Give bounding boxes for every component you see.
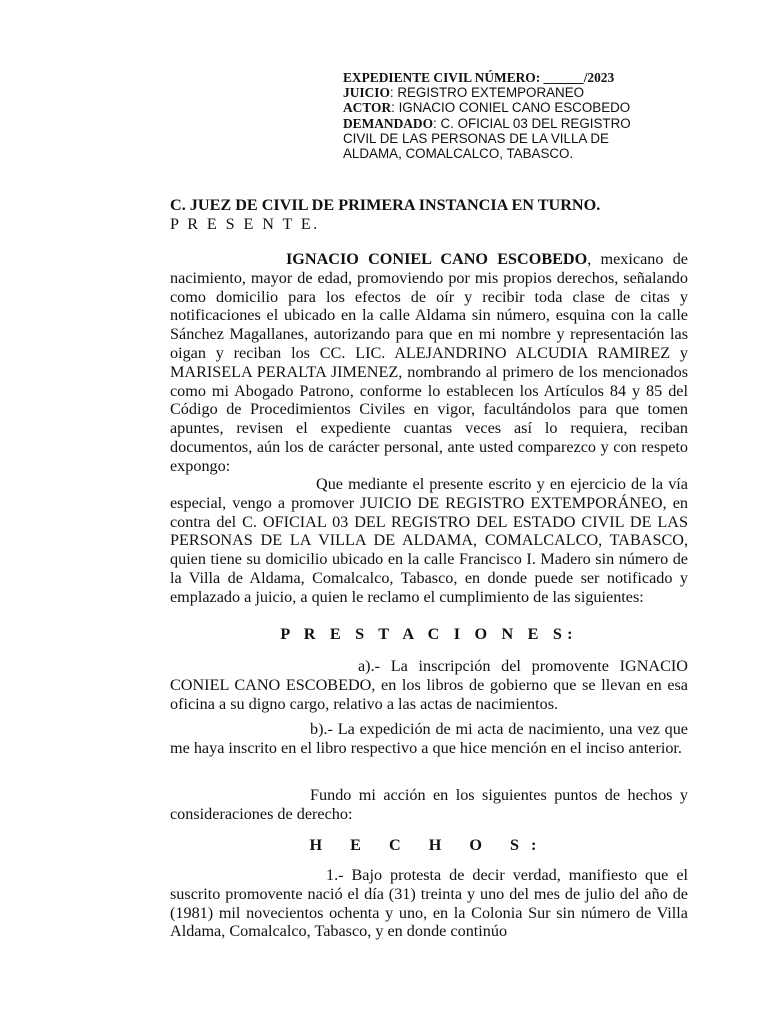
hecho-1-text: 1.- Bajo protesta de decir verdad, manifiesto que el suscrito promovente nació el día (31) treinta y uno del mes de julio del año de (1981) mil novecientos ochenta y uno, en la Colonia Sur sin número de Villa Aldama, Comalcalco, Tabasco, y en donde continúo: [170, 866, 688, 941]
intro-text: , mexicano de nacimiento, mayor de edad, promoviendo por mis propios derechos, señalando como domicilio para los efectos de oír y recibir toda clase de citas y notificaciones el ubicado en la calle Aldama sin número, esquina con la calle Sánchez Magallanes, autorizando para que en mi nombre y representación las oigan y reciban los CC. LIC. ALEJANDRINO ALCUDIA RAMIREZ y MARISELA PERALTA JIMENEZ, nombrando al primero de los mencionados como mi Abogado Patrono, conforme lo establecen los Artículos 84 y 85 del Código de Procedimientos Civiles en vigor, facultándolos para que tomen apuntes, revisen el expediente cuantas veces así lo requiera, reciban documentos, aún los de carácter personal, ante usted comparezco y con respeto expongo:: [170, 250, 688, 475]
fundamento-text: Fundo mi acción en los siguientes puntos de hechos y consideraciones de derecho:: [170, 786, 688, 823]
demandado-line: [343, 116, 723, 131]
prestacion-a: [170, 657, 688, 713]
court-name: C. JUEZ DE CIVIL DE PRIMERA INSTANCIA EN TURNO.: [170, 196, 601, 214]
claim-text: Que mediante el presente escrito y en ejercicio de la vía especial, vengo a promover JUICIO DE REGISTRO EXTEMPORÁNEO, en contra del C. OFICIAL 03 DEL REGISTRO DEL ESTADO CIVIL DE LAS PERSONAS DE LA VILLA DE ALDAMA, COMALCALCO, TABASCO, quien tiene su domicilio ubicado en la calle Francisco I. Madero sin número de la Villa de Aldama, Comalcalco, Tabasco, en donde puede ser notificado y emplazado a juicio, a quien le reclamo el cumplimiento de las siguientes:: [170, 475, 688, 606]
addressee: [170, 196, 690, 234]
case-header: [343, 70, 723, 161]
juicio-value: : REGISTRO EXTEMPORANEO: [389, 85, 585, 101]
juicio-label: JUICIO: [343, 85, 390, 101]
expediente-label: EXPEDIENTE CIVIL NÚMERO:: [343, 70, 541, 85]
prestacion-b: [170, 720, 688, 758]
prestacion-a-text: a).- La inscripción del promovente IGNACIO CONIEL CANO ESCOBEDO, en los libros de gobierno que se llevan en esa oficina a su digno cargo, relativo a las actas de nacimientos.: [170, 657, 688, 713]
actor-line: [343, 100, 723, 115]
demandado-line-2: CIVIL DE LAS PERSONAS DE LA VILLA DE: [343, 130, 609, 146]
promovente-name: IGNACIO CONIEL CANO ESCOBEDO: [286, 250, 588, 268]
intro-paragraph: [170, 250, 688, 476]
demandado-line-3: ALDAMA, COMALCALCO, TABASCO.: [343, 146, 574, 162]
hechos-heading: H E C H O S:: [309, 836, 549, 854]
expediente-value: ______/2023: [540, 70, 615, 85]
demandado-label: DEMANDADO: [343, 115, 434, 131]
actor-value: : IGNACIO CONIEL CANO ESCOBEDO: [391, 100, 631, 116]
actor-label: ACTOR: [343, 100, 392, 116]
prestaciones-heading: P R E S T A C I O N E S:: [280, 625, 578, 643]
expediente-line: [343, 70, 723, 85]
demandado-value: : C. OFICIAL 03 DEL REGISTRO: [433, 115, 631, 131]
juicio-line: [343, 85, 723, 100]
prestacion-b-text: b).- La expedición de mi acta de nacimiento, una vez que me haya inscrito en el libro respectivo a que hice mención en el inciso anterior.: [170, 720, 688, 757]
hecho-1: [170, 866, 688, 941]
presente-line: P R E S E N T E.: [170, 214, 320, 233]
claim-paragraph: [170, 475, 688, 607]
fundamento-paragraph: [170, 786, 688, 824]
